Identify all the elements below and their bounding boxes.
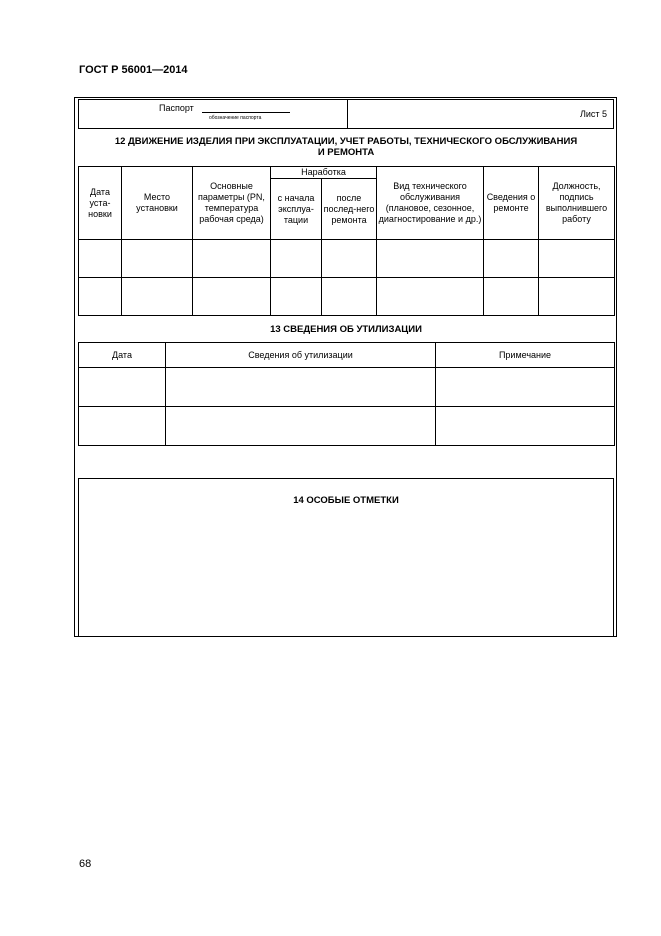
table-cell[interactable]	[122, 240, 193, 278]
table-cell[interactable]	[436, 407, 615, 446]
table-cell[interactable]	[79, 368, 166, 407]
col-after-repair: после послед-него ремонта	[322, 179, 377, 240]
col-operating-time: Наработка	[271, 167, 377, 179]
table-cell[interactable]	[322, 240, 377, 278]
table-cell[interactable]	[271, 278, 322, 316]
col-main-params: Основные параметры (PN, температура рабочая среда)	[193, 167, 271, 240]
table-row	[79, 240, 615, 278]
table-row	[79, 368, 615, 407]
col-install-date: Дата уста-новки	[79, 167, 122, 240]
header-divider	[347, 100, 348, 128]
table-cell[interactable]	[539, 278, 615, 316]
table-cell[interactable]	[193, 278, 271, 316]
passport-label: Паспорт	[159, 103, 194, 113]
table-cell[interactable]	[377, 240, 484, 278]
disposal-table	[78, 342, 615, 446]
col-signature: Должность, подпись выполнившего работу	[539, 167, 615, 240]
section14-title: 14 ОСОБЫЕ ОТМЕТКИ	[293, 495, 399, 506]
special-notes-box[interactable]	[78, 478, 614, 637]
page-number: 68	[79, 858, 92, 870]
table-cell[interactable]	[484, 240, 539, 278]
col-since-start: с начала эксплуа-тации	[271, 179, 322, 240]
document-code: ГОСТ Р 56001—2014	[79, 64, 188, 76]
table-cell[interactable]	[484, 278, 539, 316]
table-cell[interactable]	[79, 278, 122, 316]
table-cell[interactable]	[271, 240, 322, 278]
table-cell[interactable]	[322, 278, 377, 316]
col-repair-info: Сведения о ремонте	[484, 167, 539, 240]
operation-table	[78, 166, 615, 316]
table-cell[interactable]	[539, 240, 615, 278]
table-row	[79, 278, 615, 316]
table-cell[interactable]	[377, 278, 484, 316]
section13-title: 13 СВЕДЕНИЯ ОБ УТИЛИЗАЦИИ	[270, 324, 422, 335]
passport-sublabel: обозначение паспорта	[209, 115, 262, 121]
passport-header	[78, 99, 614, 129]
table-cell[interactable]	[166, 407, 436, 446]
section12-title-line1: 12 ДВИЖЕНИЕ ИЗДЕЛИЯ ПРИ ЭКСПЛУАТАЦИИ, УЧЕТ РАБОТЫ, ТЕХНИЧЕСКОГО ОБСЛУЖИВАНИЯ	[114, 136, 578, 147]
section12-title-line2: И РЕМОНТА	[317, 147, 375, 158]
passport-designation-line	[202, 112, 290, 113]
col-install-place: Место установки	[122, 167, 193, 240]
table-cell[interactable]	[79, 407, 166, 446]
section12-title	[78, 136, 614, 158]
table-cell[interactable]	[79, 240, 122, 278]
col-disposal-info: Сведения об утилизации	[166, 343, 436, 368]
col-date: Дата	[79, 343, 166, 368]
table-row	[79, 407, 615, 446]
sheet-label: Лист 5	[579, 109, 607, 119]
col-note: Примечание	[436, 343, 615, 368]
table-cell[interactable]	[122, 278, 193, 316]
table-cell[interactable]	[193, 240, 271, 278]
col-service-type: Вид технического обслуживания (плановое, сезонное, диагностирование и др.)	[377, 167, 484, 240]
table-cell[interactable]	[166, 368, 436, 407]
table-cell[interactable]	[436, 368, 615, 407]
